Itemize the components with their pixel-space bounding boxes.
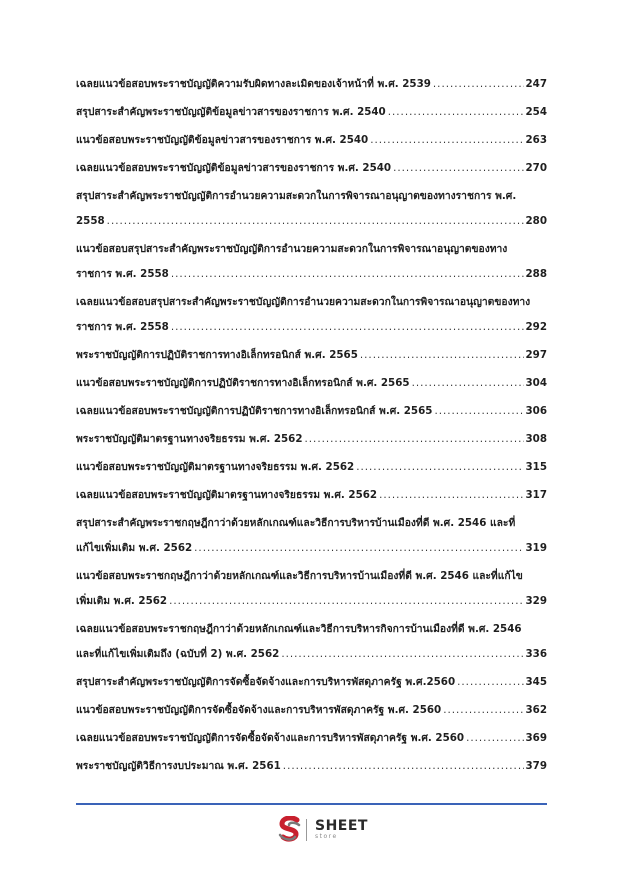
toc-entry-line	[76, 209, 547, 234]
toc-page-number: 306	[525, 405, 547, 417]
toc-entry[interactable]	[76, 617, 547, 667]
toc-entry-title: 2558	[76, 215, 105, 227]
toc-entry-title-line: เฉลยแนวข้อสอบพระราชกฤษฎีกาว่าด้วยหลักเกณฑ์และวิธีการบริหารกิจการบ้านเมืองที่ดี พ.ศ. 2546	[76, 623, 522, 635]
dot-leader	[388, 100, 524, 125]
toc-entry[interactable]	[76, 754, 547, 779]
toc-entry-line	[76, 698, 547, 723]
toc-entry-title: พระราชบัญญัติการปฏิบัติราชการทางอิเล็กทรอนิกส์ พ.ศ. 2565	[76, 349, 358, 361]
toc-page-number: 379	[525, 760, 547, 772]
table-of-contents	[76, 72, 547, 782]
toc-entry-line	[76, 589, 547, 614]
toc-entry-line	[76, 642, 547, 667]
toc-entry[interactable]	[76, 726, 547, 751]
dot-leader	[466, 726, 523, 751]
toc-entry-title: ราชการ พ.ศ. 2558	[76, 268, 169, 280]
toc-entry-line	[76, 100, 547, 125]
toc-entry[interactable]	[76, 290, 547, 340]
toc-entry-title: เฉลยแนวข้อสอบพระราชบัญญัติมาตรฐานทางจริยธรรม พ.ศ. 2562	[76, 489, 378, 501]
toc-page-number: 329	[525, 595, 547, 607]
sheet-logo-icon	[277, 816, 303, 844]
toc-entry-line	[76, 72, 547, 97]
toc-entry-line	[76, 128, 547, 153]
dot-leader	[370, 128, 523, 153]
toc-page-number: 297	[525, 349, 547, 361]
sheet-store-logo	[277, 815, 368, 845]
toc-page-number: 308	[525, 433, 547, 445]
dot-leader	[171, 315, 524, 340]
dot-leader	[171, 262, 524, 287]
toc-entry-line	[76, 754, 547, 779]
toc-page-number: 254	[525, 106, 547, 118]
toc-entry[interactable]	[76, 343, 547, 368]
toc-entry-line	[76, 726, 547, 751]
toc-entry[interactable]	[76, 427, 547, 452]
toc-entry-line	[76, 399, 547, 424]
toc-entry-line	[76, 156, 547, 181]
toc-entry-title: ราชการ พ.ศ. 2558	[76, 321, 169, 333]
toc-entry-line	[76, 371, 547, 396]
toc-entry-title: เฉลยแนวข้อสอบพระราชบัญญัติความรับผิดทางละเมิดของเจ้าหน้าที่ พ.ศ. 2539	[76, 78, 431, 90]
toc-entry-title: เฉลยแนวข้อสอบพระราชบัญญัติการจัดซื้อจัดจ้างและการบริหารพัสดุภาครัฐ พ.ศ. 2560	[76, 732, 465, 744]
dot-leader	[360, 343, 524, 368]
dot-leader	[379, 483, 523, 508]
dot-leader	[281, 642, 523, 667]
toc-entry[interactable]	[76, 184, 547, 234]
toc-entry[interactable]	[76, 564, 547, 614]
toc-page-number: 319	[525, 542, 547, 554]
toc-entry-line	[76, 262, 547, 287]
dot-leader	[457, 670, 523, 695]
toc-page-number: 304	[525, 377, 547, 389]
logo-sub-text: store	[315, 833, 338, 841]
toc-entry-title: แนวข้อสอบพระราชบัญญัติมาตรฐานทางจริยธรรม พ.ศ. 2562	[76, 461, 355, 473]
toc-entry-line	[76, 483, 547, 508]
toc-page-number: 270	[525, 162, 547, 174]
toc-entry[interactable]	[76, 72, 547, 97]
toc-entry-title: เฉลยแนวข้อสอบพระราชบัญญัติการปฏิบัติราชการทางอิเล็กทรอนิกส์ พ.ศ. 2565	[76, 405, 433, 417]
toc-entry-line	[76, 536, 547, 561]
toc-entry[interactable]	[76, 128, 547, 153]
toc-entry[interactable]	[76, 156, 547, 181]
logo-separator	[306, 819, 307, 841]
toc-entry-line	[76, 427, 547, 452]
dot-leader	[194, 536, 523, 561]
toc-entry-line	[76, 315, 547, 340]
toc-entry-title-line: สรุปสาระสำคัญพระราชกฤษฎีกาว่าด้วยหลักเกณฑ์และวิธีการบริหารบ้านเมืองที่ดี พ.ศ. 2546 และที่	[76, 517, 516, 529]
toc-entry[interactable]	[76, 455, 547, 480]
dot-leader	[412, 371, 524, 396]
toc-page-number: 292	[525, 321, 547, 333]
dot-leader	[356, 455, 523, 480]
toc-entry-title: พระราชบัญญัติวิธีการงบประมาณ พ.ศ. 2561	[76, 760, 281, 772]
toc-entry-title-line: เฉลยแนวข้อสอบสรุปสาระสำคัญพระราชบัญญัติการอำนวยความสะดวกในการพิจารณาอนุญาตของทาง	[76, 296, 531, 308]
toc-entry-title: แนวข้อสอบพระราชบัญญัติข้อมูลข่าวสารของราชการ พ.ศ. 2540	[76, 134, 369, 146]
toc-entry[interactable]	[76, 371, 547, 396]
toc-entry-title: พระราชบัญญัติมาตรฐานทางจริยธรรม พ.ศ. 2562	[76, 433, 303, 445]
toc-page-number: 247	[525, 78, 547, 90]
toc-entry-line	[76, 455, 547, 480]
toc-entry-title: แนวข้อสอบพระราชบัญญัติการจัดซื้อจัดจ้างและการบริหารพัสดุภาครัฐ พ.ศ. 2560	[76, 704, 442, 716]
toc-entry-title: แนวข้อสอบพระราชบัญญัติการปฏิบัติราชการทางอิเล็กทรอนิกส์ พ.ศ. 2565	[76, 377, 410, 389]
dot-leader	[393, 156, 523, 181]
toc-entry-title: สรุปสาระสำคัญพระราชบัญญัติการจัดซื้อจัดจ้างและการบริหารพัสดุภาครัฐ พ.ศ.2560	[76, 676, 456, 688]
logo-brand-text: SHEET	[315, 818, 368, 834]
dot-leader	[433, 72, 524, 97]
toc-entry[interactable]	[76, 399, 547, 424]
toc-page-number: 280	[525, 215, 547, 227]
toc-entry-title: เฉลยแนวข้อสอบพระราชบัญญัติข้อมูลข่าวสารของราชการ พ.ศ. 2540	[76, 162, 392, 174]
toc-entry[interactable]	[76, 100, 547, 125]
toc-page-number: 315	[525, 461, 547, 473]
footer-divider	[76, 803, 547, 805]
toc-page-number: 345	[525, 676, 547, 688]
toc-entry[interactable]	[76, 698, 547, 723]
toc-entry-title-line: แนวข้อสอบพระราชกฤษฎีกาว่าด้วยหลักเกณฑ์และวิธีการบริหารบ้านเมืองที่ดี พ.ศ. 2546 และที่แก้ไข	[76, 570, 523, 582]
toc-entry-line	[76, 670, 547, 695]
dot-leader	[107, 209, 524, 234]
toc-page-number: 336	[525, 648, 547, 660]
toc-page-number: 263	[525, 134, 547, 146]
dot-leader	[305, 427, 524, 452]
dot-leader	[283, 754, 524, 779]
toc-entry-title: และที่แก้ไขเพิ่มเติมถึง (ฉบับที่ 2) พ.ศ. 2562	[76, 648, 280, 660]
toc-page-number: 362	[525, 704, 547, 716]
toc-entry-title-line: สรุปสาระสำคัญพระราชบัญญัติการอำนวยความสะดวกในการพิจารณาอนุญาตของทางราชการ พ.ศ.	[76, 190, 517, 202]
toc-page-number: 317	[525, 489, 547, 501]
toc-entry-line	[76, 343, 547, 368]
toc-entry-title: สรุปสาระสำคัญพระราชบัญญัติข้อมูลข่าวสารของราชการ พ.ศ. 2540	[76, 106, 386, 118]
dot-leader	[434, 399, 523, 424]
toc-entry[interactable]	[76, 483, 547, 508]
dot-leader	[169, 589, 523, 614]
toc-entry-title: แก้ไขเพิ่มเติม พ.ศ. 2562	[76, 542, 193, 554]
toc-entry[interactable]	[76, 670, 547, 695]
toc-entry[interactable]	[76, 511, 547, 561]
dot-leader	[443, 698, 523, 723]
toc-page-number: 369	[525, 732, 547, 744]
toc-entry[interactable]	[76, 237, 547, 287]
toc-entry-title: เพิ่มเติม พ.ศ. 2562	[76, 595, 168, 607]
toc-entry-title-line: แนวข้อสอบสรุปสาระสำคัญพระราชบัญญัติการอำนวยความสะดวกในการพิจารณาอนุญาตของทาง	[76, 243, 508, 255]
toc-page-number: 288	[525, 268, 547, 280]
